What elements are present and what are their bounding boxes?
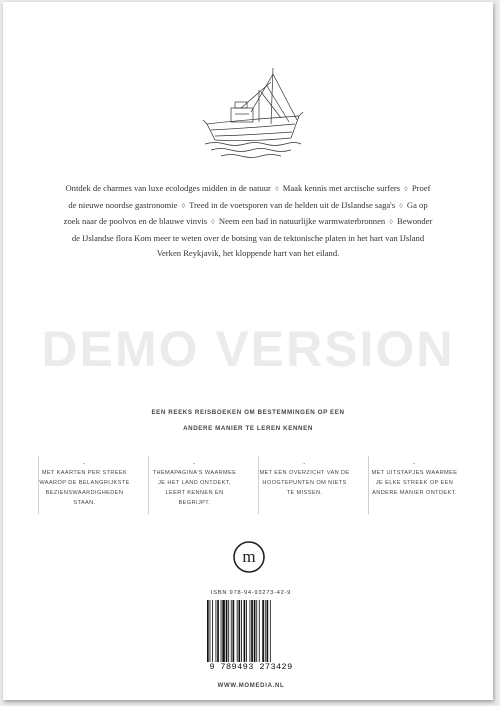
feature-item [368,456,460,514]
publisher-url: WWW.MOMEDIA.NL [217,683,285,689]
feature-dash: - [83,461,86,467]
diamond-separator-icon: ◊ [399,201,403,210]
logo-letter: m [242,547,256,566]
intro-segment: Ontdek de charmes van luxe ecolodges midden in de natuur [65,183,271,193]
feature-item [38,456,130,514]
intro-text [63,181,433,262]
demo-watermark: DEMO VERSION [41,321,455,377]
diamond-separator-icon: ◊ [211,218,215,226]
momedia-logo-icon [233,541,265,573]
isbn-label: ISBN 978-94-93273-42-9 [210,590,292,596]
feature-dash: - [413,461,416,467]
feature-text: MET EEN OVERZICHT VAN DE HOOGTEPUNTEN OM NIETS TE MISSEN. [259,470,350,496]
diamond-separator-icon: ◊ [275,185,279,193]
feature-item [258,456,350,514]
intro-segment: Ga op zoek naar de poolvos en de blauwe vinvis [63,199,428,226]
barcode-number: 9 789493 273429 [205,662,297,672]
feature-text: MET KAARTEN PER STREEK WAAROP DE BELANGRIJKSTE BEZIENSWAARDIGHEDEN STAAN. [39,470,130,506]
feature-dash: - [303,461,306,467]
feature-list [38,456,478,516]
intro-segment: Treed in de voetsporen van de helden uit de IJslandse saga's [189,199,396,210]
feature-text: MET UITSTAPJES WAARMEE JE ELKE STREEK OP EEN ANDERE MANIER ONTDEKT. [371,470,458,496]
feature-text: THEMAPAGINA'S WAARMEE JE HET LAND ONTDEKT, LEERT KENNEN EN BEGRIJPT. [152,470,237,506]
intro-segment: Maak kennis met arctische surfers [282,183,401,193]
intro-segment: Proef de nieuwe noordse gastronomie [68,183,431,210]
back-cover [3,2,493,700]
barcode-icon [205,600,297,670]
intro-segment: Verken Reykjavik, het kloppende hart van het eiland. [156,248,340,258]
series-tagline [93,405,403,437]
diamond-separator-icon: ◊ [181,201,186,210]
isbn-barcode [205,590,297,676]
diamond-separator-icon: ◊ [404,185,408,193]
intro-segment: Kom meer te weten over de botsing van de tektonische platen in het hart van IJsland [134,232,425,243]
feature-item [148,456,240,514]
series-line-2: ANDERE MANIER TE LEREN KENNEN [183,425,313,432]
feature-dash: - [193,461,196,467]
intro-segment: Neem een bad in natuurlijke warmwaterbronnen [218,216,386,226]
series-line-1: EEN REEKS REISBOEKEN OM BESTEMMINGEN OP EEN [151,409,345,416]
fishing-boat-illustration-icon [201,62,305,162]
intro-segment: Bewonder de IJslandse flora [71,216,433,243]
diamond-separator-icon: ◊ [389,218,393,226]
